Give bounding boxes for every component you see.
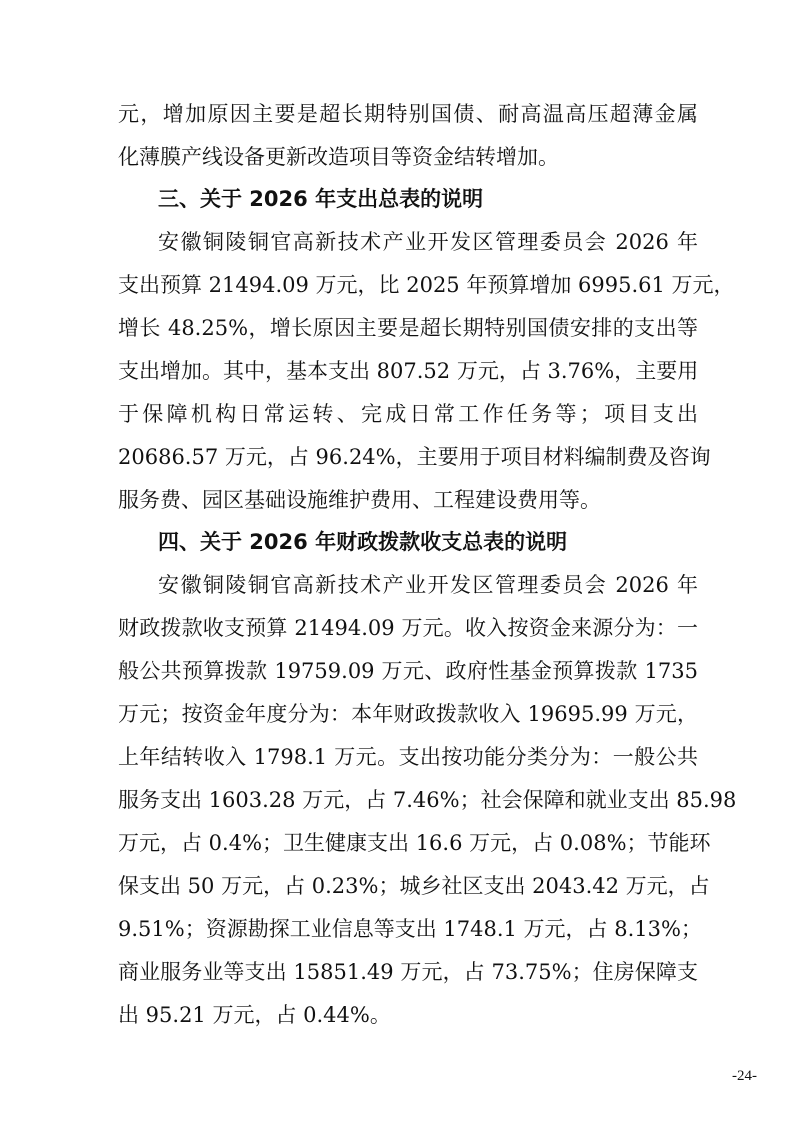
body-line: 增长 48.25%，增长原因主要是超长期特别国债安排的支出等 bbox=[118, 316, 698, 340]
body-line: 财政拨款收支预算 21494.09 万元。收入按资金来源分为：一 bbox=[118, 616, 698, 640]
body-line: 般公共预算拨款 19759.09 万元、政府性基金预算拨款 1735 bbox=[118, 659, 698, 683]
body-line: 服务支出 1603.28 万元，占 7.46%；社会保障和就业支出 85.98 bbox=[118, 788, 737, 812]
body-line: 9.51%；资源勘探工业信息等支出 1748.1 万元，占 8.13%； bbox=[118, 917, 702, 941]
body-line: 服务费、园区基础设施维护费用、工程建设费用等。 bbox=[118, 488, 601, 512]
body-line: 支出预算 21494.09 万元，比 2025 年预算增加 6995.61 万元， bbox=[118, 273, 735, 297]
body-line: 万元；按资金年度分为：本年财政拨款收入 19695.99 万元， bbox=[118, 702, 698, 726]
section-heading-4: 四、关于 2026 年财政拨款收支总表的说明 bbox=[158, 530, 568, 554]
body-line: 万元，占 0.4%；卫生健康支出 16.6 万元，占 0.08%；节能环 bbox=[118, 831, 711, 855]
section-heading-3: 三、关于 2026 年支出总表的说明 bbox=[158, 187, 484, 211]
body-line: 于保障机构日常运转、完成日常工作任务等；项目支出 bbox=[118, 402, 698, 426]
body-line: 商业服务业等支出 15851.49 万元，占 73.75%；住房保障支 bbox=[118, 960, 698, 984]
body-line: 上年结转收入 1798.1 万元。支出按功能分类分为：一般公共 bbox=[118, 745, 698, 769]
body-line: 化薄膜产线设备更新改造项目等资金结转增加。 bbox=[118, 145, 559, 169]
page-number: -24- bbox=[732, 1068, 757, 1084]
body-line: 元，增加原因主要是超长期特别国债、耐高温高压超薄金属 bbox=[118, 102, 698, 126]
body-line: 安徽铜陵铜官高新技术产业开发区管理委员会 2026 年 bbox=[158, 573, 698, 597]
body-line: 安徽铜陵铜官高新技术产业开发区管理委员会 2026 年 bbox=[158, 230, 698, 254]
body-line: 20686.57 万元，占 96.24%，主要用于项目材料编制费及咨询 bbox=[118, 445, 711, 469]
body-line: 出 95.21 万元，占 0.44%。 bbox=[118, 1003, 391, 1027]
body-line: 支出增加。其中，基本支出 807.52 万元，占 3.76%，主要用 bbox=[118, 359, 699, 383]
body-line: 保支出 50 万元，占 0.23%；城乡社区支出 2043.42 万元，占 bbox=[118, 874, 710, 898]
